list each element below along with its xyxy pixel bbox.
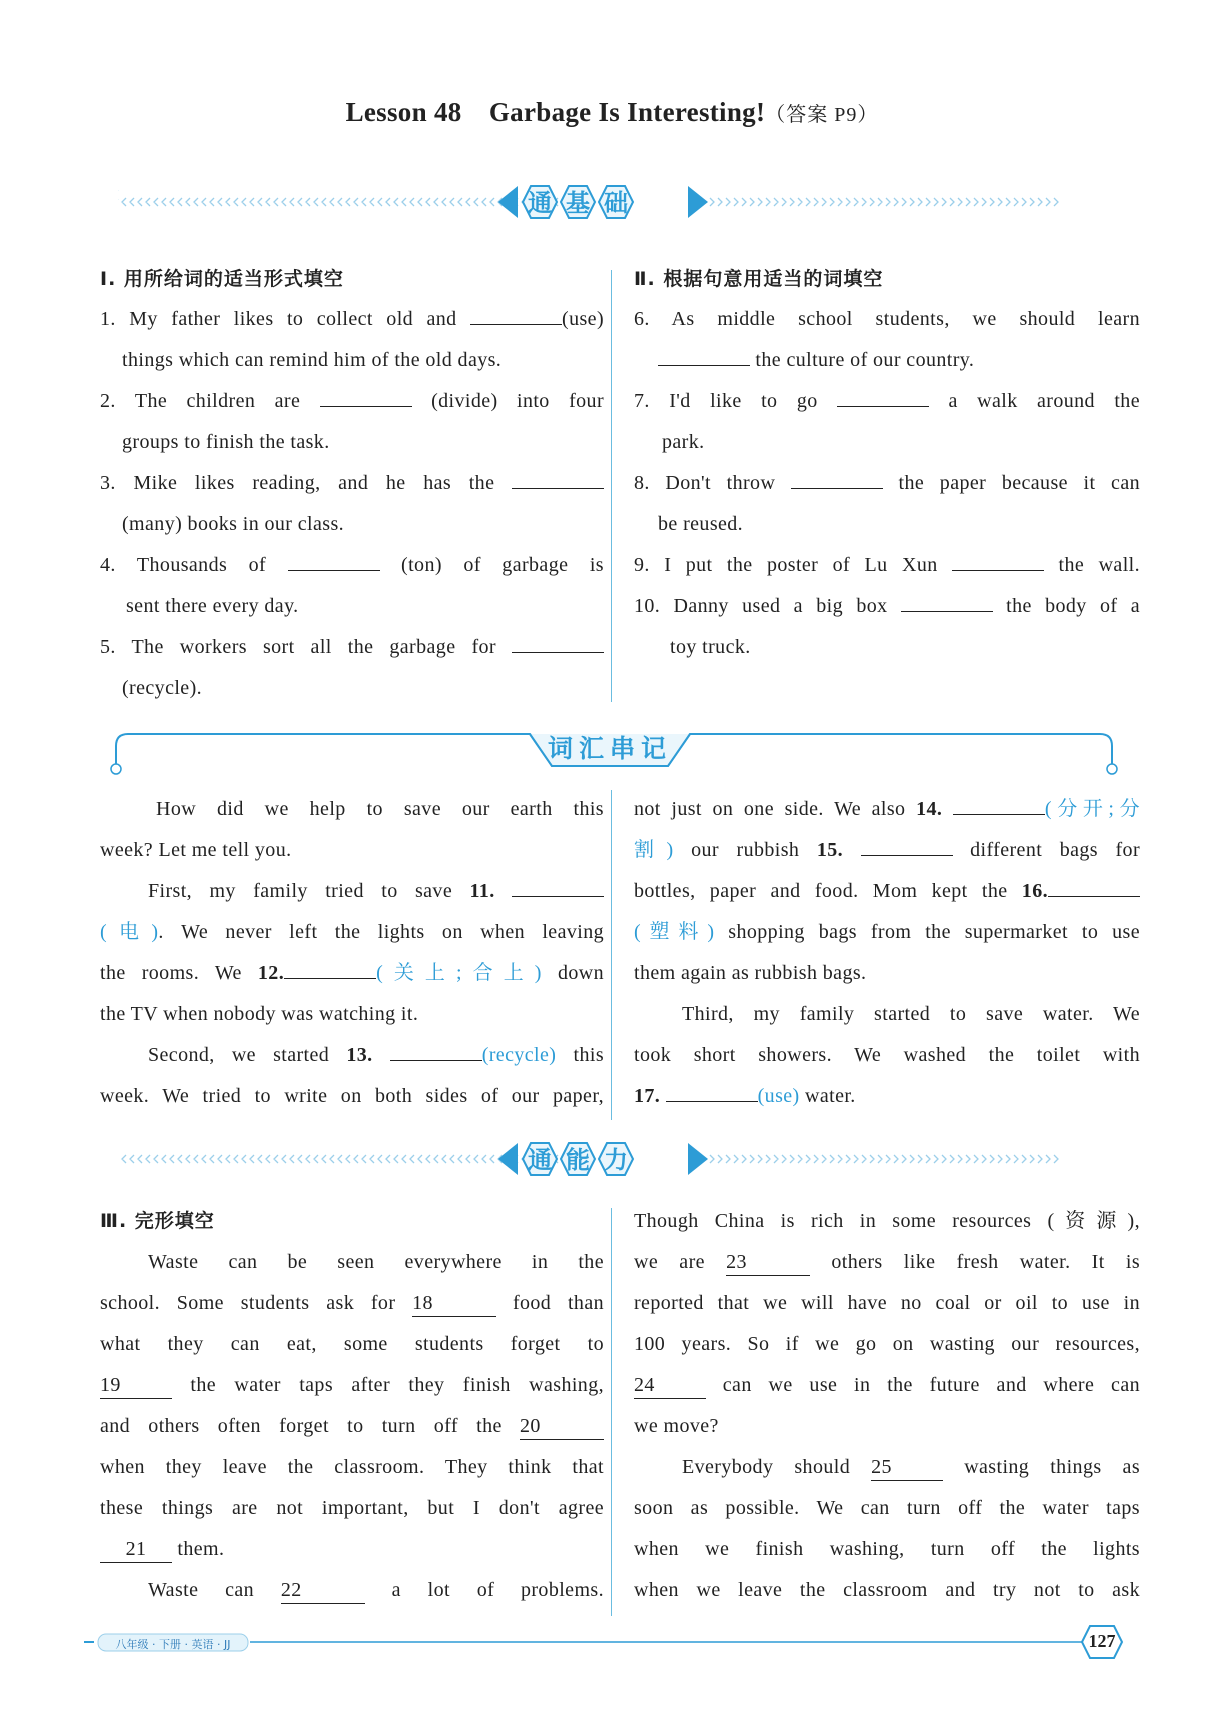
blank-25[interactable]: 25 [871,1456,943,1481]
cloze-r7: Everybody should 25 wasting things as [682,1447,1140,1488]
blank-6[interactable] [658,343,750,366]
cloze-l1: Waste can be seen everywhere in the [148,1251,604,1273]
vocab-r-1: not just on one side. We also 14. (分开;分 [634,789,1140,830]
page-number: 127 [1088,1631,1116,1651]
vocab-r-8: 17. (use) water. [634,1076,856,1117]
q2: 2. The children are (divide) into four [100,381,604,422]
page-title: Lesson 48 Garbage Is Interesting!（答案 P9） [345,97,879,127]
cloze-r2: we are 23 others like fresh water. It is [634,1242,1140,1283]
cloze-r4: 100 years. So if we go on wasting our resources, [634,1333,1140,1355]
blank-22[interactable]: 22 [281,1579,365,1604]
q5: 5. The workers sort all the garbage for [100,627,604,668]
blank-17[interactable] [666,1079,758,1102]
vocab-line-6: the TV when nobody was watching it. [100,1003,419,1025]
banner-basic [118,180,1108,230]
svg-text:能: 能 [566,1146,590,1174]
section-i-heading: Ⅰ. 用所给词的适当形式填空 [100,268,344,290]
svg-text:础: 础 [604,189,628,217]
svg-text:通: 通 [528,1146,552,1174]
section-ii-heading: Ⅱ. 根据句意用适当的词填空 [634,268,884,290]
blank-5[interactable] [512,630,604,653]
vocab-line-4: (电). We never left the lights on when leaving [100,921,604,943]
footer-book-info: 八年级 · 下册 · 英语 · JJ [115,1638,231,1651]
vocab-r-6: Third, my family started to save water. We [682,1003,1140,1025]
blank-8[interactable] [791,466,883,489]
vocab-line-7: Second, we started 13. (recycle) this [148,1035,604,1076]
blank-23[interactable]: 23 [726,1251,810,1276]
q8: 8. Don't throw the paper because it can [634,463,1140,504]
vocab-line-8: week. We tried to write on both sides of our paper, [100,1085,604,1107]
vocab-r-4: (塑料) shopping bags from the supermarket to use [634,921,1140,943]
svg-text:力: 力 [604,1146,628,1174]
cloze-l6: when they leave the classroom. They think that [100,1456,604,1478]
cloze-r6: we move? [634,1415,719,1437]
q7-cont: park. [662,431,705,453]
blank-24[interactable]: 24 [634,1374,706,1399]
q1-cont: things which can remind him of the old days. [122,349,502,371]
q9: 9. I put the poster of Lu Xun the wall. [634,545,1140,586]
blank-4[interactable] [288,548,380,571]
cloze-r1: Though China is rich in some resources (资源), [634,1210,1140,1232]
blank-2[interactable] [320,384,412,407]
svg-text:通: 通 [528,189,552,217]
vocab-line-2: week? Let me tell you. [100,839,292,861]
banner-ability [118,1137,1108,1187]
cloze-l9: Waste can 22 a lot of problems. [148,1570,604,1611]
vocab-r-2: 割) our rubbish 15. different bags for [634,830,1140,871]
q7: 7. I'd like to go a walk around the [634,381,1140,422]
q10: 10. Danny used a big box the body of a [634,586,1140,627]
q10-cont: toy truck. [670,636,751,658]
q1: 1. My father likes to collect old and (use) [100,299,604,340]
cloze-l4: 19 the water taps after they finish washing, [100,1365,604,1406]
cloze-r9: when we finish washing, turn off the lights [634,1538,1140,1560]
q3: 3. Mike likes reading, and he has the [100,463,604,504]
svg-text:词汇串记: 词汇串记 [547,734,673,763]
cloze-l2: school. Some students ask for 18 food than [100,1283,604,1324]
blank-12[interactable] [284,956,376,979]
cloze-l7: these things are not important, but I don't agree [100,1497,604,1519]
blank-18[interactable]: 18 [412,1292,496,1317]
q6-cont: the culture of our country. [658,340,974,381]
vocab-line-1: How did we help to save our earth this [156,798,604,820]
blank-19[interactable]: 19 [100,1374,172,1399]
blank-21[interactable]: 21 [100,1538,172,1563]
q2-cont: groups to finish the task. [122,431,330,453]
q4: 4. Thousands of (ton) of garbage is [100,545,604,586]
cloze-l8: 21 them. [100,1529,224,1570]
vocab-r-5: them again as rubbish bags. [634,962,867,984]
vocab-r-3: bottles, paper and food. Mom kept the 16. [634,871,1140,912]
q3-cont: (many) books in our class. [122,513,345,535]
blank-11[interactable] [512,874,604,897]
banner-vocab [100,722,1130,780]
blank-1[interactable] [470,302,562,325]
cloze-r5: 24 can we use in the future and where can [634,1365,1140,1406]
cloze-l3: what they can eat, some students forget to [100,1333,604,1355]
cloze-r3: reported that we will have no coal or oil to use in [634,1292,1140,1314]
blank-14[interactable] [953,792,1045,815]
q6: 6. As middle school students, we should learn [634,308,1140,330]
q5-cont: (recycle). [122,677,203,699]
vocab-r-7: took short showers. We washed the toilet with [634,1044,1140,1066]
blank-20[interactable]: 20 [520,1415,604,1440]
blank-3[interactable] [512,466,604,489]
vocab-line-5: the rooms. We 12. (关上;合上) down [100,953,604,994]
svg-text:基: 基 [566,189,590,217]
vocab-line-3: First, my family tried to save 11. [148,871,604,912]
blank-15[interactable] [861,833,953,856]
blank-16[interactable] [1048,874,1140,897]
q4-cont: sent there every day. [126,595,299,617]
q8-cont: be reused. [658,513,744,535]
cloze-r8: soon as possible. We can turn off the water taps [634,1497,1140,1519]
section-iii-heading: Ⅲ. 完形填空 [100,1210,215,1232]
blank-10[interactable] [901,589,993,612]
cloze-l5: and others often forget to turn off the 20 [100,1406,604,1447]
blank-9[interactable] [952,548,1044,571]
blank-7[interactable] [837,384,929,407]
blank-13[interactable] [390,1038,482,1061]
cloze-r10: when we leave the classroom and try not to ask [634,1579,1140,1601]
